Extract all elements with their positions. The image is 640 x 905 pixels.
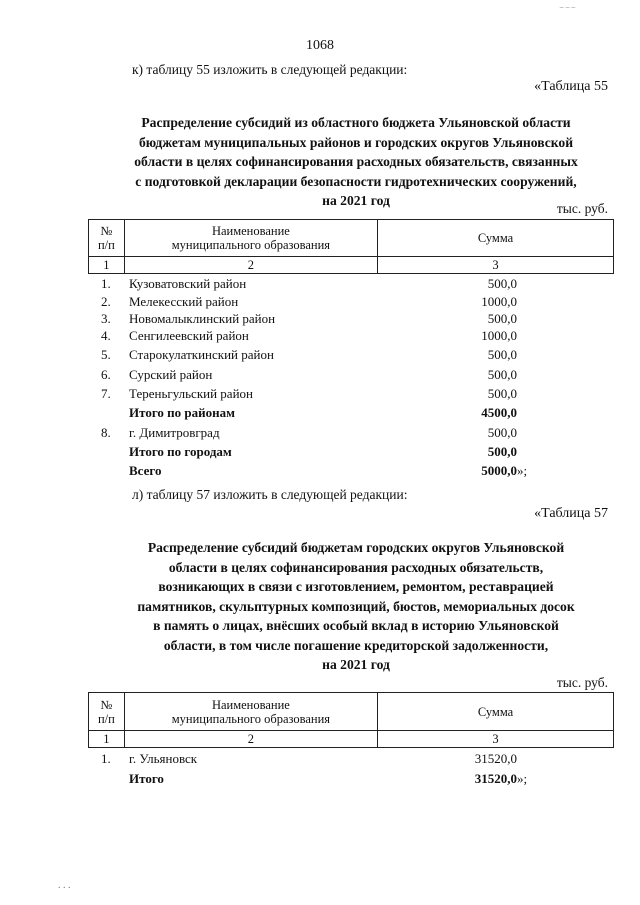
row-amount: 500,0 (487, 347, 517, 362)
page-number: 1068 (306, 38, 334, 53)
heading-line: на 2021 год (322, 193, 390, 208)
heading-line: бюджетам муниципальных районов и городских округов Ульяновской (138, 134, 574, 150)
row-num: 6. (101, 367, 111, 382)
row-amount: 500,0 (487, 444, 517, 459)
row-amount (474, 771, 528, 787)
col-number: 2 (124, 257, 377, 274)
row-num: 1. (101, 751, 111, 766)
col-header-name: Наименование муниципального образования (124, 220, 377, 257)
heading-table-57 (95, 538, 617, 675)
instruction-k: к) таблицу 55 изложить в следующей редакции: (132, 62, 408, 77)
col-number: 3 (378, 731, 614, 748)
row-num: 8. (101, 425, 111, 440)
row-name: Итого по районам (129, 405, 235, 420)
row-name: Новомалыклинский район (129, 311, 276, 326)
row-name: Мелекесский район (129, 294, 239, 309)
table-row (88, 367, 614, 385)
heading-line: области в целях софинансирования расходных обязательств, (168, 559, 544, 575)
row-name: Сенгилеевский район (129, 328, 249, 343)
table-label-55: «Таблица 55 (534, 79, 608, 94)
heading-table-55 (95, 113, 617, 211)
col-number: 1 (89, 731, 125, 748)
row-name: Кузоватовский район (129, 276, 247, 291)
col-header-num: № п/п (89, 220, 125, 257)
table-row (88, 311, 614, 329)
row-amount: 1000,0 (481, 328, 517, 343)
row-name: г. Димитровград (129, 425, 220, 440)
row-amount: 4500,0 (481, 405, 517, 420)
closing-quote: »; (517, 771, 528, 786)
row-amount: 1000,0 (481, 294, 517, 309)
row-num: 3. (101, 311, 111, 326)
table-label-57: «Таблица 57 (534, 506, 608, 521)
heading-line: в память о лицах, внёсших особый вклад в историю Ульяновской (153, 618, 559, 633)
total-value: 31520,0 (474, 771, 517, 786)
row-name: Старокулаткинский район (129, 347, 274, 362)
table-row-subtotal (88, 405, 614, 423)
table-row (88, 328, 614, 346)
heading-line: на 2021 год (322, 657, 390, 672)
table-row (88, 294, 614, 312)
table-55-header (88, 219, 614, 274)
row-amount: 500,0 (487, 425, 517, 440)
table-row (88, 751, 614, 769)
heading-line: Распределение субсидий из областного бюджета Ульяновской области (141, 115, 571, 130)
total-value: 5000,0 (481, 463, 517, 478)
table-row (88, 276, 614, 294)
row-amount: 500,0 (487, 386, 517, 401)
table-row (88, 386, 614, 404)
table-57-header (88, 692, 614, 748)
table-row (88, 347, 614, 365)
table-row-subtotal (88, 444, 614, 462)
row-name: г. Ульяновск (129, 751, 198, 766)
unit-label: тыс. руб. (556, 201, 608, 216)
row-num: 7. (101, 386, 111, 401)
row-num: 2. (101, 294, 111, 309)
row-name: Итого (129, 771, 164, 786)
scan-mark: . . . (58, 880, 71, 891)
row-num: 1. (101, 276, 111, 291)
col-header-amount: Сумма (378, 220, 614, 257)
col-number: 3 (378, 257, 614, 274)
col-number: 1 (89, 257, 125, 274)
row-name: Сурский район (129, 367, 213, 382)
row-amount: 500,0 (487, 276, 517, 291)
table-row-total (88, 463, 614, 481)
scan-mark: ‾ ‾ ‾ (560, 8, 575, 19)
table-row-total (88, 771, 614, 789)
heading-line: с подготовкой декларации безопасности гидротехнических сооружений, (135, 173, 577, 189)
row-amount: 500,0 (487, 311, 517, 326)
row-name: Тереньгульский район (129, 386, 253, 401)
row-num: 5. (101, 347, 111, 362)
heading-line: Распределение субсидий бюджетам городских округов Ульяновской (147, 540, 565, 555)
row-amount: 31520,0 (474, 751, 517, 766)
closing-quote: »; (517, 463, 528, 478)
table-row (88, 425, 614, 443)
heading-line: области в целях софинансирования расходных обязательств, связанных (134, 154, 578, 169)
col-header-name: Наименование муниципального образования (124, 693, 377, 731)
unit-label: тыс. руб. (556, 675, 608, 690)
row-amount (481, 463, 528, 479)
col-number: 2 (124, 731, 377, 748)
instruction-l: л) таблицу 57 изложить в следующей редакции: (132, 487, 408, 502)
heading-line: области, в том числе погашение кредиторской задолженности, (163, 637, 549, 653)
col-header-num: № п/п (89, 693, 125, 731)
row-name: Всего (129, 463, 162, 478)
heading-line: возникающих в связи с изготовлением, ремонтом, реставрацией (158, 579, 554, 594)
row-name: Итого по городам (129, 444, 232, 459)
heading-line: памятников, скульптурных композиций, бюстов, мемориальных досок (137, 598, 575, 614)
row-num: 4. (101, 328, 111, 343)
row-amount: 500,0 (487, 367, 517, 382)
col-header-amount: Сумма (378, 693, 614, 731)
